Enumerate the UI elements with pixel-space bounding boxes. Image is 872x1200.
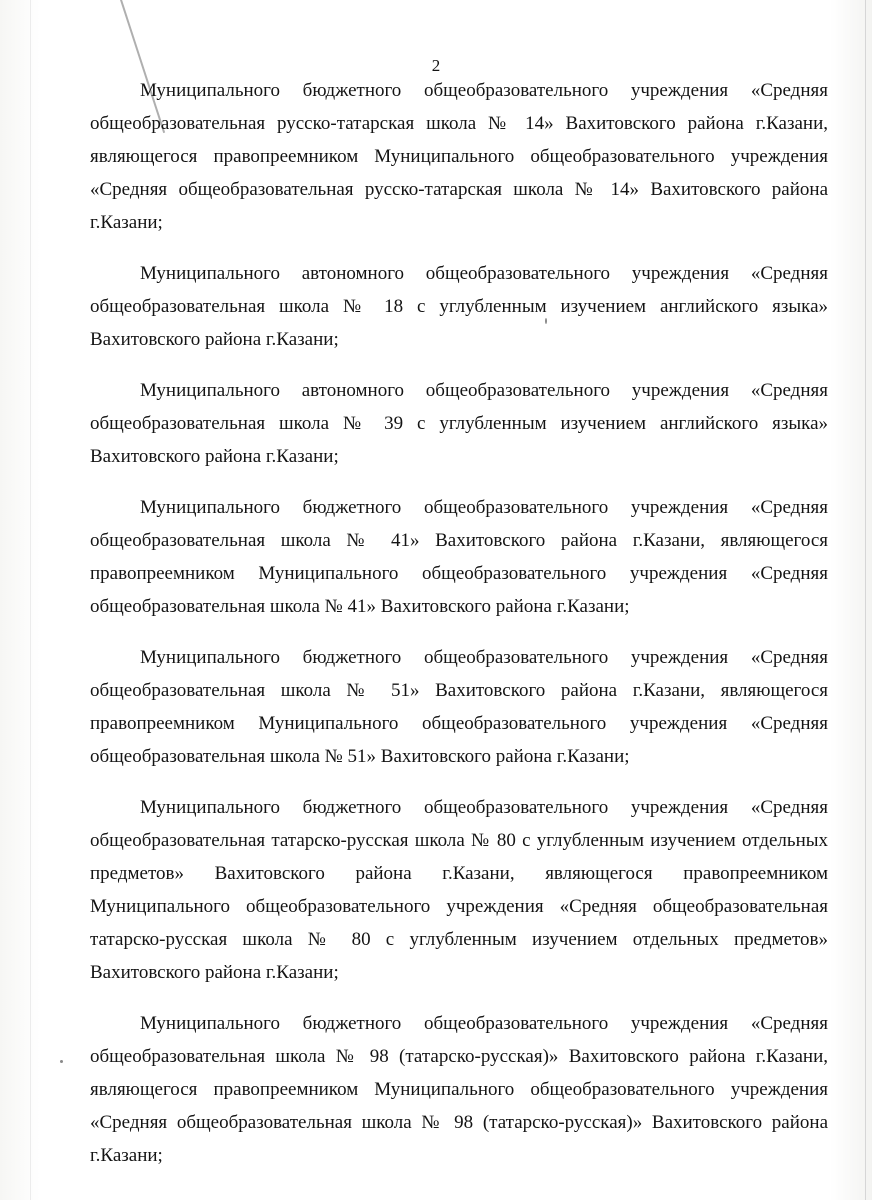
page-left-edge: [30, 0, 31, 1200]
paragraph-school-14: Муниципального бюджетного общеобразовательного учреждения «Средняя общеобразовательная русско-татарская школа № 14» Вахитовского района г.Казани, являющегося правопреемником Муниципального общеобразовательного учреждения «Средняя общеобразовательная русско-татарская школа № 14» Вахитовского района г.Казани;: [90, 80, 828, 233]
paragraph-school-51: Муниципального бюджетного общеобразовательного учреждения «Средняя общеобразовательная школа № 51» Вахитовского района г.Казани, являющегося правопреемником Муниципального общеобразовательного учреждения «Средняя общеобразовательная школа № 51» Вахитовского района г.Казани;: [90, 647, 828, 767]
page-right-edge: [865, 0, 866, 1200]
document-body: [90, 74, 828, 1172]
paragraph-school-39: Муниципального автономного общеобразовательного учреждения «Средняя общеобразовательная школа № 39 с углубленным изучением английского языка» Вахитовского района г.Казани;: [90, 380, 828, 467]
paragraph-school-41: Муниципального бюджетного общеобразовательного учреждения «Средняя общеобразовательная школа № 41» Вахитовского района г.Казани, являющегося правопреемником Муниципального общеобразовательного учреждения «Средняя общеобразовательная школа № 41» Вахитовского района г.Казани;: [90, 497, 828, 617]
page-number: 2: [431, 56, 441, 75]
paragraph-school-98: Муниципального бюджетного общеобразовательного учреждения «Средняя общеобразовательная школа № 98 (татарско-русская)» Вахитовского района г.Казани, являющегося правопреемником Муниципального общеобразовательного учреждения «Средняя общеобразовательная школа № 98 (татарско-русская)» Вахитовского района г.Казани;: [90, 1013, 828, 1166]
paragraph-school-80: Муниципального бюджетного общеобразовательного учреждения «Средняя общеобразовательная татарско-русская школа № 80 с углубленным изучением отдельных предметов» Вахитовского района г.Казани, являющегося правопреемником Муниципального общеобразовательного учреждения «Средняя общеобразовательная татарско-русская школа № 80 с углубленным изучением отдельных предметов» Вахитовского района г.Казани;: [90, 797, 828, 983]
scan-speck: [60, 1060, 63, 1063]
paragraph-school-18: Муниципального автономного общеобразовательного учреждения «Средняя общеобразовательная школа № 18 с углубленным изучением английского языка» Вахитовского района г.Казани;: [90, 263, 828, 350]
